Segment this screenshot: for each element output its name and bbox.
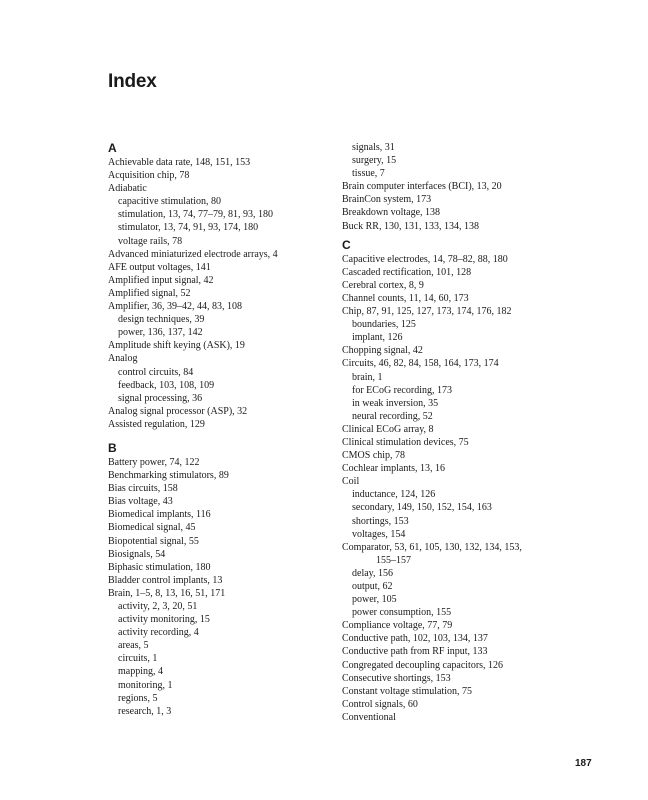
index-entry: Clinical stimulation devices, 75 [342,436,469,448]
index-entry: AFE output voltages, 141 [108,261,211,273]
index-subentry: signals, 31 [352,142,395,153]
index-entry: Assisted regulation, 129 [108,418,205,430]
index-subentry: secondary, 149, 150, 152, 154, 163 [352,502,492,514]
index-subentry: implant, 126 [352,332,403,344]
index-subentry: power, 136, 137, 142 [118,327,203,339]
index-entry: Control signals, 60 [342,698,418,710]
index-entry: Bias circuits, 158 [108,483,178,495]
index-subentry: in weak inversion, 35 [352,397,439,409]
index-subentry: surgery, 15 [352,155,397,167]
index-entry: Chip, 87, 91, 125, 127, 173, 174, 176, 182 [342,306,512,318]
index-entry: Breakdown voltage, 138 [342,207,441,219]
index-entry: Conductive path, 102, 103, 134, 137 [342,633,488,645]
index-entry: Amplifier, 36, 39–42, 44, 83, 108 [108,301,243,313]
index-subentry: stimulator, 13, 74, 91, 93, 174, 180 [118,222,259,234]
index-entry: Advanced miniaturized electrode arrays, 4 [108,248,278,260]
index-subentry: activity, 2, 3, 20, 51 [118,601,198,612]
index-entry: Conductive path from RF input, 133 [342,646,488,658]
section-letter-c: C [342,237,351,252]
index-subentry: boundaries, 125 [352,319,416,331]
index-entry: CMOS chip, 78 [342,450,406,462]
index-entry: Comparator, 53, 61, 105, 130, 132, 134, 153, [342,541,522,553]
page-title: Index [108,71,157,92]
index-subentry: signal processing, 36 [118,392,203,404]
index-entry: Biomedical implants, 116 [108,509,211,521]
index-entry: Amplitude shift keying (ASK), 19 [108,340,245,352]
index-subentry: brain, 1 [352,371,383,383]
index-subentry: stimulation, 13, 74, 77–79, 81, 93, 180 [118,209,273,221]
index-entry: Consecutive shortings, 153 [342,672,451,684]
index-subentry: areas, 5 [118,640,149,652]
index-subentry: research, 1, 3 [118,705,172,717]
index-subentry: control circuits, 84 [118,366,194,378]
index-entry: Clinical ECoG array, 8 [342,423,434,435]
index-entry: Constant voltage stimulation, 75 [342,685,472,697]
index-entry: Amplified input signal, 42 [108,274,214,286]
index-subentry: power, 105 [352,594,397,606]
index-subentry: voltage rails, 78 [118,235,183,247]
index-subentry: monitoring, 1 [118,679,173,691]
index-entry: Amplified signal, 52 [108,287,191,299]
index-entry: Channel counts, 11, 14, 60, 173 [342,292,469,304]
index-entry: Compliance voltage, 77, 79 [342,620,453,632]
index-subentry: activity recording, 4 [118,627,199,639]
index-entry: Coil [342,476,360,488]
index-entry: Cerebral cortex, 8, 9 [342,279,424,291]
index-subentry: delay, 156 [352,567,394,579]
index-entry: Congregated decoupling capacitors, 126 [342,659,504,671]
index-entry: Biopotential signal, 55 [108,535,199,547]
index-subentry: shortings, 153 [352,515,409,527]
index-entry: Benchmarking stimulators, 89 [108,470,229,482]
index-entry: BrainCon system, 173 [342,194,432,206]
index-entry-continuation: 155–157 [376,554,411,566]
index-entry: Cascaded rectification, 101, 128 [342,266,472,278]
index-subentry: for ECoG recording, 173 [352,384,452,396]
index-subentry: regions, 5 [118,692,158,704]
index-subentry: activity monitoring, 15 [118,614,210,626]
index-entry: Bladder control implants, 13 [108,574,223,586]
index-entry: Cochlear implants, 13, 16 [342,463,446,475]
index-entry: Biomedical signal, 45 [108,522,196,534]
index-entry: Circuits, 46, 82, 84, 158, 164, 173, 174 [342,358,499,370]
index-entry: Brain computer interfaces (BCI), 13, 20 [342,181,502,193]
index-entry: Conventional [342,711,396,723]
index-subentry: capacitive stimulation, 80 [118,196,222,208]
index-entry: Chopping signal, 42 [342,345,423,357]
index-entry: Achievable data rate, 148, 151, 153 [108,157,251,168]
index-subentry: inductance, 124, 126 [352,489,436,501]
index-subentry: output, 62 [352,581,393,592]
section-letter-b: B [108,440,117,455]
index-entry: Biphasic stimulation, 180 [108,561,211,573]
index-column-left [108,141,328,718]
index-entry: Brain, 1–5, 8, 13, 16, 51, 171 [108,587,226,599]
index-entry: Adiabatic [108,183,147,195]
page-number: 187 [575,758,592,769]
index-subentry: mapping, 4 [118,666,163,678]
index-subentry: feedback, 103, 108, 109 [118,379,215,391]
index-entry: Capacitive electrodes, 14, 78–82, 88, 180 [342,253,508,265]
index-entry: Bias voltage, 43 [108,496,173,508]
index-entry: Analog [108,353,138,365]
index-entry: Analog signal processor (ASP), 32 [108,405,248,417]
index-entry: Acquisition chip, 78 [108,170,190,182]
index-subentry: design techniques, 39 [118,314,205,326]
index-subentry: tissue, 7 [352,168,385,180]
index-subentry: power consumption, 155 [352,607,452,619]
index-subentry: neural recording, 52 [352,410,433,422]
index-subentry: voltages, 154 [352,528,406,540]
index-entry: Buck RR, 130, 131, 133, 134, 138 [342,220,479,232]
index-subentry: circuits, 1 [118,653,158,665]
section-letter-a: A [108,141,117,155]
index-entry: Battery power, 74, 122 [108,456,200,468]
index-column-right [342,141,582,724]
index-entry: Biosignals, 54 [108,548,166,560]
